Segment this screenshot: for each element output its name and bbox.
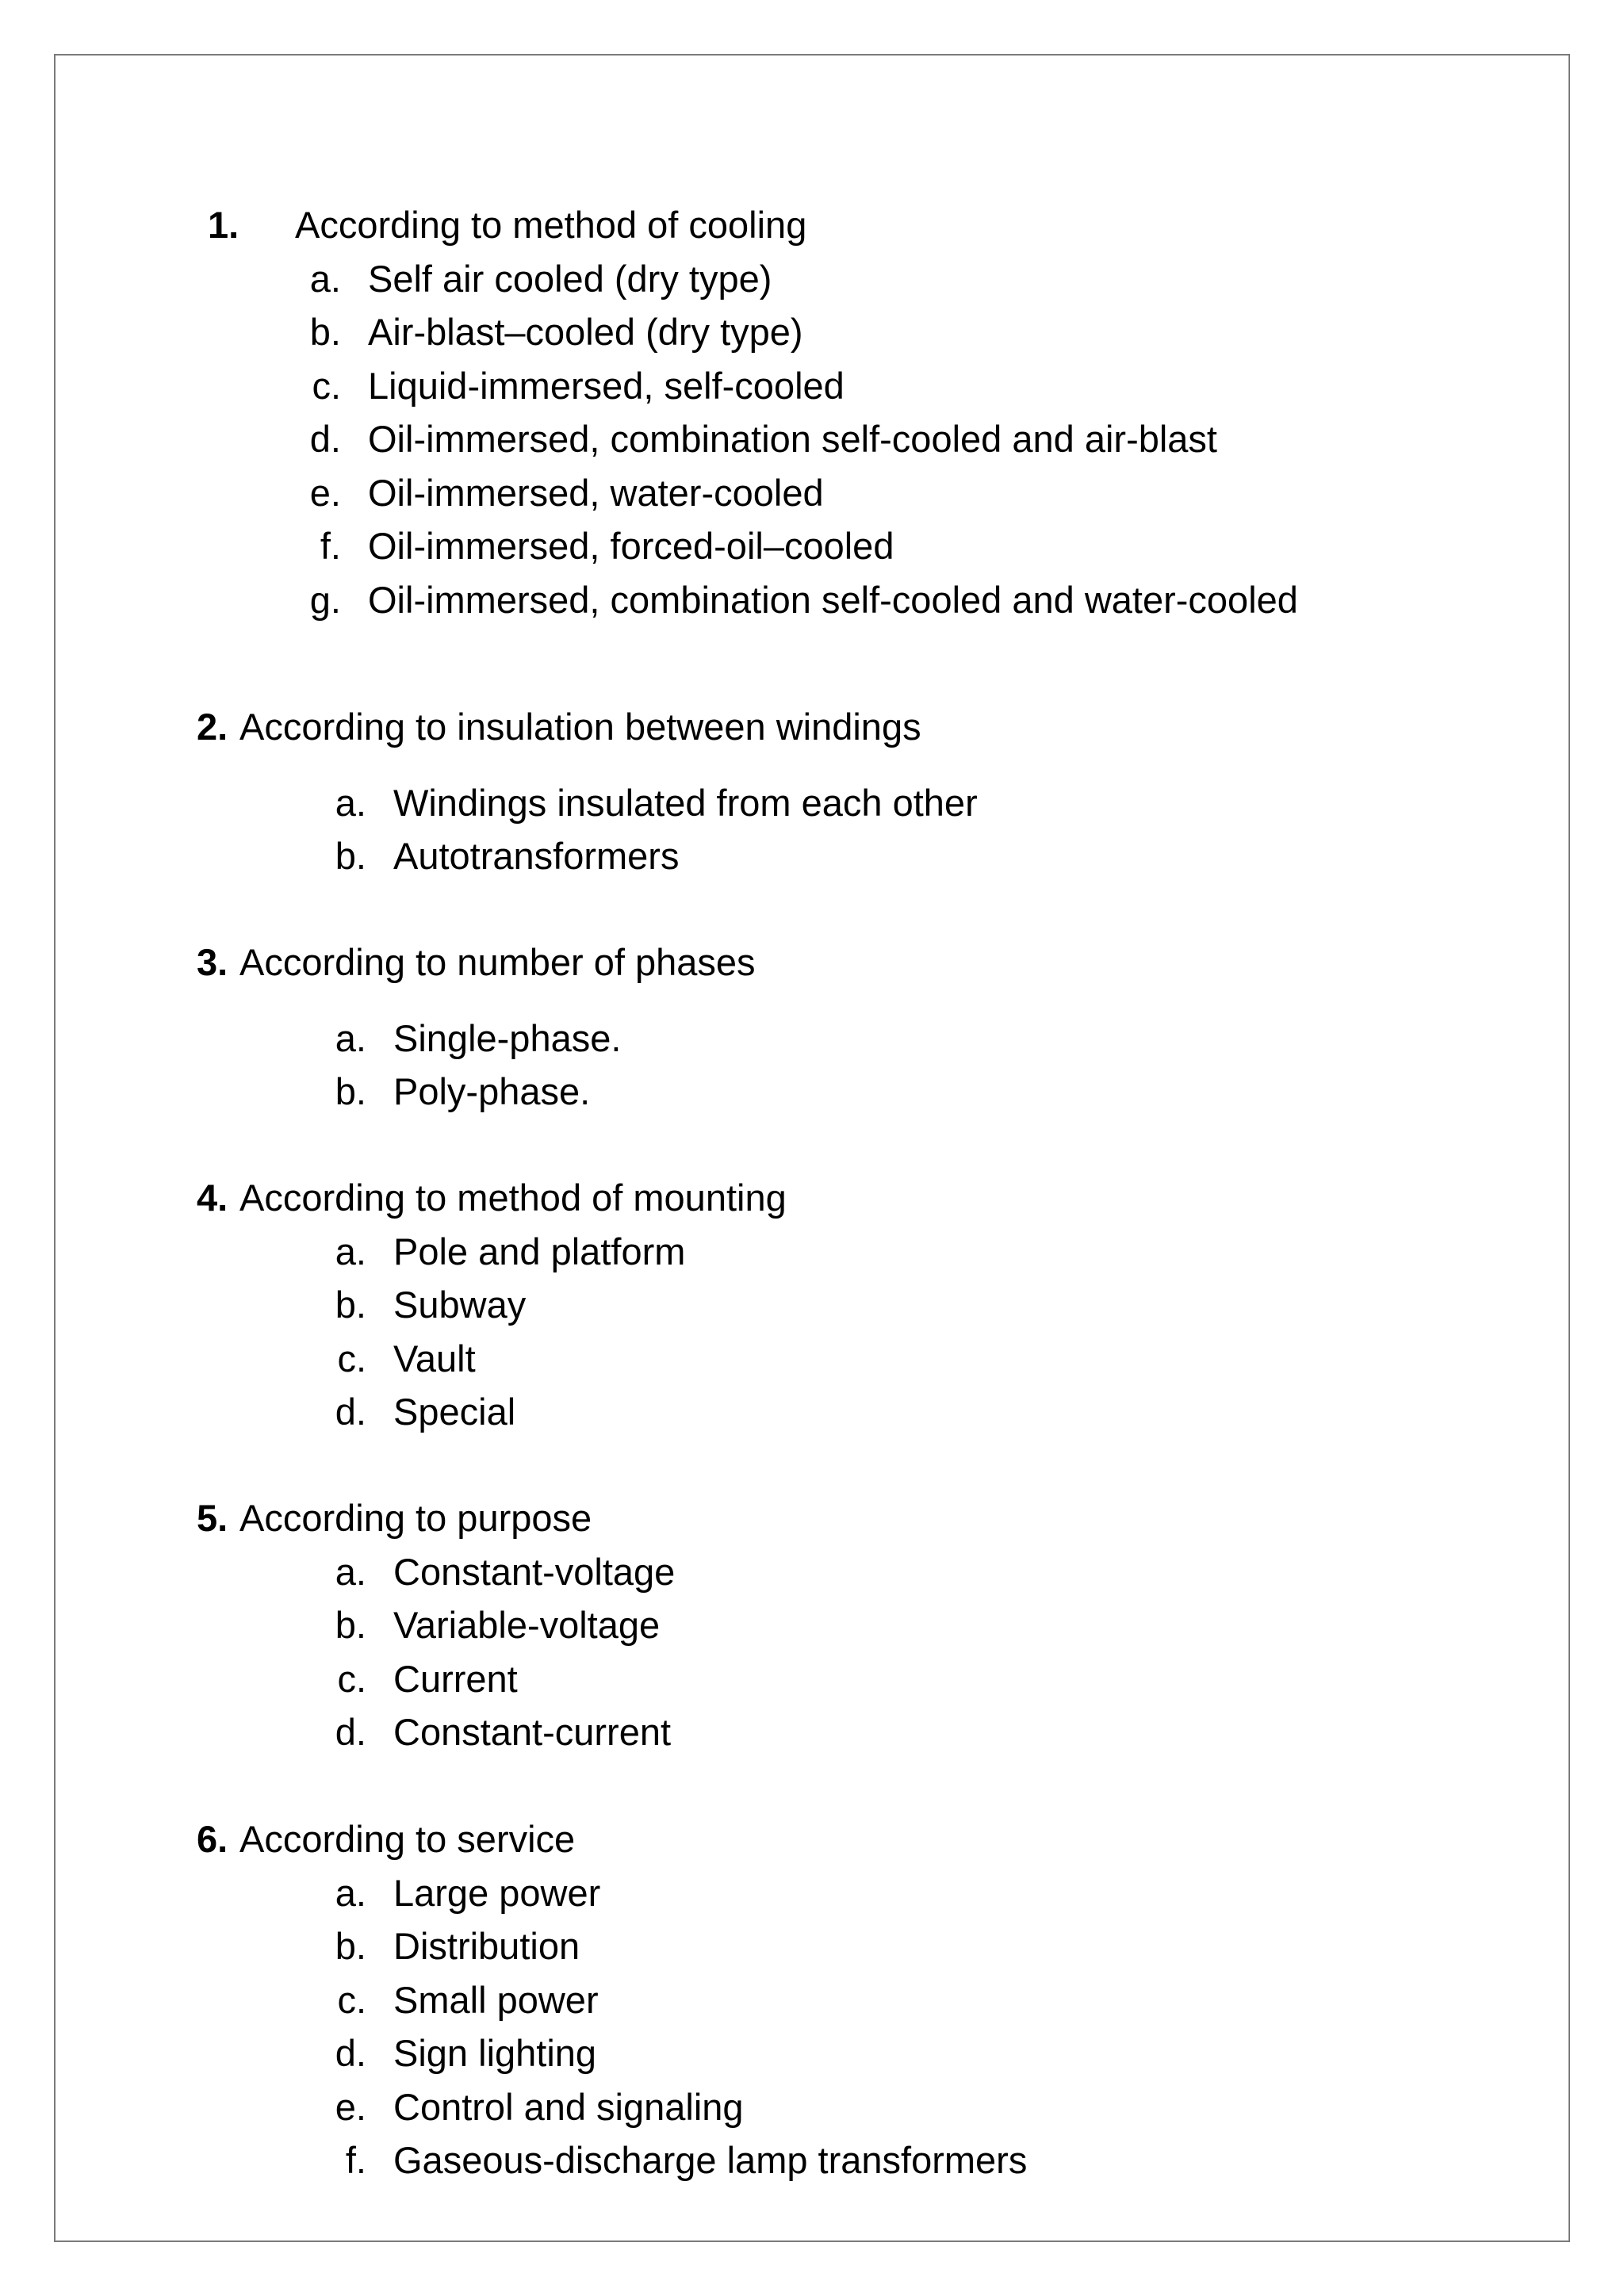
list-item (0, 412, 1624, 466)
item-letter: a. (335, 1550, 366, 1593)
item-letter: a. (309, 257, 341, 300)
section-insulation (0, 700, 1624, 883)
item-letter: b. (335, 1284, 366, 1326)
list-item (0, 829, 1624, 883)
section-title: According to insulation between windings (239, 706, 921, 748)
item-text: Oil-immersed, combination self-cooled and water-cooled (368, 578, 1298, 621)
item-list (0, 252, 1624, 627)
item-text: Special (393, 1391, 516, 1433)
item-text: Gaseous-discharge lamp transformers (393, 2139, 1028, 2181)
section-title: According to service (239, 1818, 576, 1860)
item-letter: c. (312, 364, 341, 407)
list-item (0, 573, 1624, 627)
section-purpose (0, 1491, 1624, 1759)
list-item (0, 252, 1624, 306)
list-item (0, 1919, 1624, 1973)
item-text: Oil-immersed, combination self-cooled and air-blast (368, 418, 1217, 460)
section-heading (0, 198, 1624, 252)
section-cooling (0, 198, 1624, 626)
item-letter: f. (345, 2139, 366, 2181)
list-item (0, 1385, 1624, 1439)
list-item (0, 1065, 1624, 1119)
item-letter: c. (337, 1657, 366, 1700)
spacer (0, 754, 1624, 776)
item-letter: a. (335, 781, 366, 824)
list-item (0, 2026, 1624, 2080)
item-list (0, 1866, 1624, 2187)
list-item (0, 305, 1624, 359)
section-title: According to purpose (239, 1497, 592, 1539)
list-item (0, 2133, 1624, 2187)
item-text: Poly-phase. (393, 1070, 591, 1112)
section-phases (0, 936, 1624, 1119)
section-number: 1. (208, 204, 239, 246)
section-number: 4. (197, 1177, 228, 1219)
list-item (0, 1705, 1624, 1759)
item-list (0, 1545, 1624, 1759)
item-text: Pole and platform (393, 1230, 686, 1272)
section-number: 6. (197, 1818, 228, 1860)
list-item (0, 359, 1624, 413)
item-text: Liquid-immersed, self-cooled (368, 364, 845, 407)
section-heading (0, 1491, 1624, 1545)
item-text: Small power (393, 1978, 599, 2021)
item-letter: d. (309, 418, 341, 460)
list-item (0, 1012, 1624, 1066)
section-number: 5. (197, 1497, 228, 1539)
item-list (0, 776, 1624, 883)
item-text: Oil-immersed, forced-oil–cooled (368, 525, 894, 567)
item-text: Oil-immersed, water-cooled (368, 471, 824, 514)
item-letter: b. (309, 311, 341, 353)
list-item (0, 1225, 1624, 1279)
item-letter: a. (335, 1871, 366, 1914)
section-heading (0, 1171, 1624, 1225)
list-item (0, 1332, 1624, 1386)
item-letter: e. (309, 471, 341, 514)
section-heading (0, 936, 1624, 989)
item-letter: d. (335, 2032, 366, 2074)
item-letter: b. (335, 835, 366, 877)
list-item (0, 519, 1624, 573)
item-text: Variable-voltage (393, 1604, 661, 1646)
item-list (0, 1225, 1624, 1439)
section-mounting (0, 1171, 1624, 1439)
list-item (0, 2080, 1624, 2134)
list-item (0, 1545, 1624, 1599)
section-service (0, 1812, 1624, 2187)
item-text: Sign lighting (393, 2032, 597, 2074)
item-text: Distribution (393, 1925, 580, 1967)
list-item (0, 1278, 1624, 1332)
item-letter: d. (335, 1711, 366, 1753)
item-letter: b. (335, 1925, 366, 1967)
item-letter: a. (335, 1230, 366, 1272)
section-heading (0, 1812, 1624, 1866)
item-text: Windings insulated from each other (393, 781, 978, 824)
list-item (0, 466, 1624, 520)
item-text: Current (393, 1657, 518, 1700)
item-list (0, 1012, 1624, 1119)
item-text: Single-phase. (393, 1016, 622, 1059)
section-title: According to number of phases (239, 941, 756, 983)
item-text: Self air cooled (dry type) (368, 257, 772, 300)
item-letter: g. (309, 578, 341, 621)
item-text: Air-blast–cooled (dry type) (368, 311, 803, 353)
list-item (0, 1973, 1624, 2027)
item-text: Constant-voltage (393, 1550, 676, 1593)
spacer (0, 989, 1624, 1012)
item-text: Subway (393, 1284, 527, 1326)
list-item (0, 1866, 1624, 1920)
list-item (0, 1652, 1624, 1706)
item-letter: f. (320, 525, 341, 567)
section-title: According to method of mounting (239, 1177, 787, 1219)
section-title: According to method of cooling (295, 204, 807, 246)
item-letter: d. (335, 1391, 366, 1433)
section-heading (0, 700, 1624, 754)
item-text: Large power (393, 1871, 601, 1914)
item-text: Constant-current (393, 1711, 672, 1753)
item-text: Control and signaling (393, 2085, 744, 2128)
item-text: Vault (393, 1337, 476, 1380)
section-number: 3. (197, 941, 228, 983)
item-letter: c. (337, 1978, 366, 2021)
list-item (0, 1598, 1624, 1652)
item-letter: b. (335, 1604, 366, 1646)
item-letter: e. (335, 2085, 366, 2128)
section-number: 2. (197, 706, 228, 748)
item-text: Autotransformers (393, 835, 680, 877)
item-letter: c. (337, 1337, 366, 1380)
item-letter: b. (335, 1070, 366, 1112)
list-item (0, 776, 1624, 830)
item-letter: a. (335, 1016, 366, 1059)
